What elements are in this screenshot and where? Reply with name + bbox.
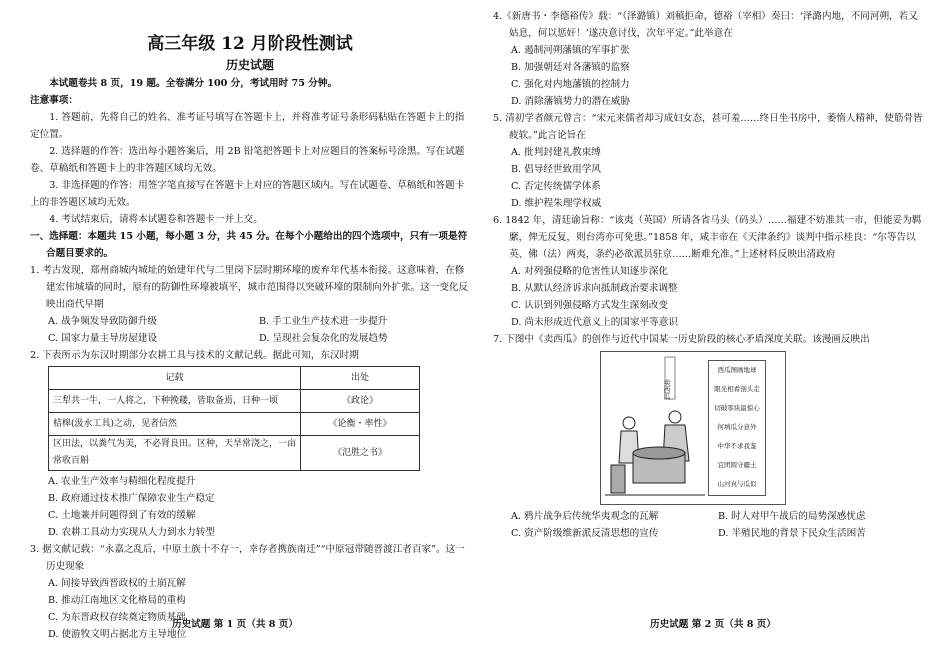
page-1 xyxy=(30,0,470,643)
table-header-source: 出处 xyxy=(301,367,420,390)
question-3-option-b[interactable]: B. 推动江南地区文化格局的重构 xyxy=(48,595,186,606)
table-header-record: 记载 xyxy=(49,367,301,390)
page-1-footer: 历史试题 第 1 页（共 8 页） xyxy=(172,619,298,630)
question-1-option-c[interactable]: C. 国家力量主导房屋建设 xyxy=(48,333,158,344)
table-cell-record: 三犁共一牛，一人将之，下种挽耧，皆取备焉，日种一顷 xyxy=(49,390,301,413)
cartoon-side-line: 眼光相看剖头走 xyxy=(714,385,760,393)
question-7-options-row-1 xyxy=(493,508,925,525)
question-5-option-a[interactable]: A. 批判封建礼教束缚 xyxy=(511,147,601,158)
page-2-footer: 历史试题 第 2 页（共 8 页） xyxy=(650,619,776,630)
exam-subtitle: 历史试题 xyxy=(225,58,274,72)
exam-title: 高三年级 12 月阶段性测试 xyxy=(147,34,353,54)
question-7-option-c[interactable]: C. 资产阶级维新派反清思想的宣传 xyxy=(511,528,659,539)
table-cell-source: 《政论》 xyxy=(301,390,420,413)
question-4-option-b[interactable]: B. 加强朝廷对各藩镇的监察 xyxy=(511,62,630,73)
section-1-heading: 一、选择题：本题共 15 小题，每小题 3 分，共 45 分。在每个小题给出的四个选项中，只有一项是符合题目要求的。 xyxy=(30,231,468,259)
notice-3: 3. 非选择题的作答：用签字笔直接写在答题卡上对应的答题区域内。写在试题卷、草稿纸和答题卡上的非答题区域均无效。 xyxy=(30,180,465,208)
table-cell-record: 桔槔(汲水工具)之动，见者信然 xyxy=(49,413,301,436)
cartoon-side-line: 切破零块最惊心 xyxy=(714,404,760,412)
table-row xyxy=(49,390,420,413)
question-2-stem: 2. 下表所示为东汉时期部分农耕工具与技术的文献记载。据此可知，东汉时期 xyxy=(30,350,359,361)
melon-seller-drawing xyxy=(603,353,707,503)
question-2-option-d[interactable]: D. 农耕工具动力实现从人力到水力转型 xyxy=(48,527,215,538)
cartoon-side-poem xyxy=(708,360,766,496)
question-4-option-d[interactable]: D. 消除藩镇势力的潜在威胁 xyxy=(511,96,630,107)
cartoon-side-line: 何填瓜分意外 xyxy=(717,423,757,431)
question-2-option-c[interactable]: C. 土地兼并问题得到了有效的缓解 xyxy=(48,510,196,521)
page-2 xyxy=(493,8,925,542)
cartoon-side-line: 西瓜图画地球 xyxy=(717,366,757,374)
notice-2: 2. 选择题的作答：选出每小题答案后，用 2B 铅笔把答题卡上对应题目的答案标号涂黑。写在试题卷、草稿纸和答题卡上的非答题区域均无效。 xyxy=(30,146,465,174)
question-2-table xyxy=(48,366,420,471)
table-row xyxy=(49,436,420,471)
question-2-option-b[interactable]: B. 政府通过技术推广保障农业生产稳定 xyxy=(48,493,215,504)
question-6-option-d[interactable]: D. 尚未形成近代意义上的国家平等意识 xyxy=(511,317,678,328)
question-5-option-b[interactable]: B. 倡导经世致用学风 xyxy=(511,164,601,175)
question-4-stem: 4.《新唐书・李德裕传》载：“（泽潞镇）刘稹拒命，德裕（宰相）奏曰：‘泽潞内地，不同河朔，若又姑息，何以惩奸！’遂决意讨伐，次年平定。”此举意在 xyxy=(493,11,918,39)
table-row xyxy=(49,413,420,436)
question-6-option-c[interactable]: C. 认识到列强侵略方式发生深刻改变 xyxy=(511,300,669,311)
cartoon-side-line: 宜团圆守疆土 xyxy=(717,461,757,469)
cartoon-side-line: 中华不求我鉴 xyxy=(717,442,757,450)
question-5-option-d[interactable]: D. 维护程朱理学权威 xyxy=(511,198,602,209)
question-4-option-a[interactable]: A. 遏制河朔藩镇的军事扩张 xyxy=(511,45,630,56)
question-7-option-d[interactable]: D. 半殖民地的背景下民众生活困苦 xyxy=(718,528,866,539)
question-4-option-c[interactable]: C. 强化对内地藩镇的控制力 xyxy=(511,79,630,90)
question-1-options-row-2 xyxy=(30,330,470,347)
question-1-stem: 1. 考古发现，郑州商城内城址的始建年代与二里岗下层时期环壕的废弃年代基本衔接。这意味着，在修建宏伟城墙的同时，原有的防御性环壕被填平，城市范围得以突破环壕的限制向外扩张。这一变化反映出商代早期 xyxy=(30,265,469,310)
question-1-option-d[interactable]: D. 呈现社会复杂化的发展趋势 xyxy=(259,333,388,344)
question-6-option-a[interactable]: A. 对列强侵略的危害性认知逐步深化 xyxy=(511,266,668,277)
cartoon-title: 卖西瓜 xyxy=(663,379,671,400)
notice-heading: 注意事项： xyxy=(30,95,78,106)
table-header-row xyxy=(49,367,420,390)
question-7-option-a[interactable]: A. 鸦片战争后传统华夷观念的瓦解 xyxy=(511,511,659,522)
table-cell-record: 区田法，以粪气为美，不必肾良田。区种，天旱常浇之，一亩常收百斛 xyxy=(49,436,301,471)
question-6-option-b[interactable]: B. 从默认经济诉求向抵制政治要求调整 xyxy=(511,283,678,294)
notice-1: 1. 答题前，先将自己的姓名、准考证号填写在答题卡上，并将准考证号条形码粘贴在答题卡上的指定位置。 xyxy=(30,112,465,140)
question-7-option-b[interactable]: B. 时人对甲午战后的局势深感忧虑 xyxy=(718,511,866,522)
question-3-option-d[interactable]: D. 使游牧文明占据北方主导地位 xyxy=(48,629,187,640)
question-5-stem: 5. 清初学者颜元曾言：“宋元来儒者却习成妇女态，甚可羞……终日坐书房中，萎惰人精神，使筋骨皆疲软。”此言论旨在 xyxy=(493,113,923,141)
question-5-option-c[interactable]: C. 否定传统儒学体系 xyxy=(511,181,601,192)
question-3-stem: 3. 据文献记载：“永嘉之乱后，中原士族十不存一，幸存者携族南迁”“中原冠带随晋渡江者百家”。这一历史现象 xyxy=(30,544,465,572)
question-1-option-a[interactable]: A. 战争频发导致防御升级 xyxy=(48,316,157,327)
question-7-options-row-2 xyxy=(493,525,925,542)
exam-info: 本试题卷共 8 页，19 题。全卷满分 100 分，考试用时 75 分钟。 xyxy=(49,78,338,89)
table-cell-source: 《论衡・率性》 xyxy=(301,413,420,436)
notice-4: 4. 考试结束后，请将本试题卷和答题卡一并上交。 xyxy=(49,214,263,225)
question-3-option-c[interactable]: C. 为东晋政权存续奠定物质基础 xyxy=(48,612,186,623)
table-cell-source: 《氾胜之书》 xyxy=(301,436,420,471)
question-2-option-a[interactable]: A. 农业生产效率与精细化程度提升 xyxy=(48,476,196,487)
question-6-stem: 6. 1842 年，清廷谕旨称：“该夷（英国）所请各省马头（码头）……福建不妨准其一市，但能妥为羁縻，俾无反复，则台湾亦可免患。”1858 年，咸丰帝在《天津条约》谈判中指示桂良：“尔等告以英、佛（法）两夷，条约必欲派员驻京……断难允准。”上述材料反映出清政府 xyxy=(493,215,922,260)
cartoon-illustration xyxy=(600,351,786,505)
question-1-option-b[interactable]: B. 手工业生产技术进一步提升 xyxy=(259,316,388,327)
question-7-stem: 7. 下图中《卖西瓜》的创作与近代中国某一历史阶段的核心矛盾深度关联。该漫画反映出 xyxy=(493,334,870,345)
question-1-options-row-1 xyxy=(30,313,470,330)
cartoon-side-line: 山河真与瓜似 xyxy=(717,480,757,488)
question-3-option-a[interactable]: A. 间接导致西晋政权的土崩瓦解 xyxy=(48,578,186,589)
